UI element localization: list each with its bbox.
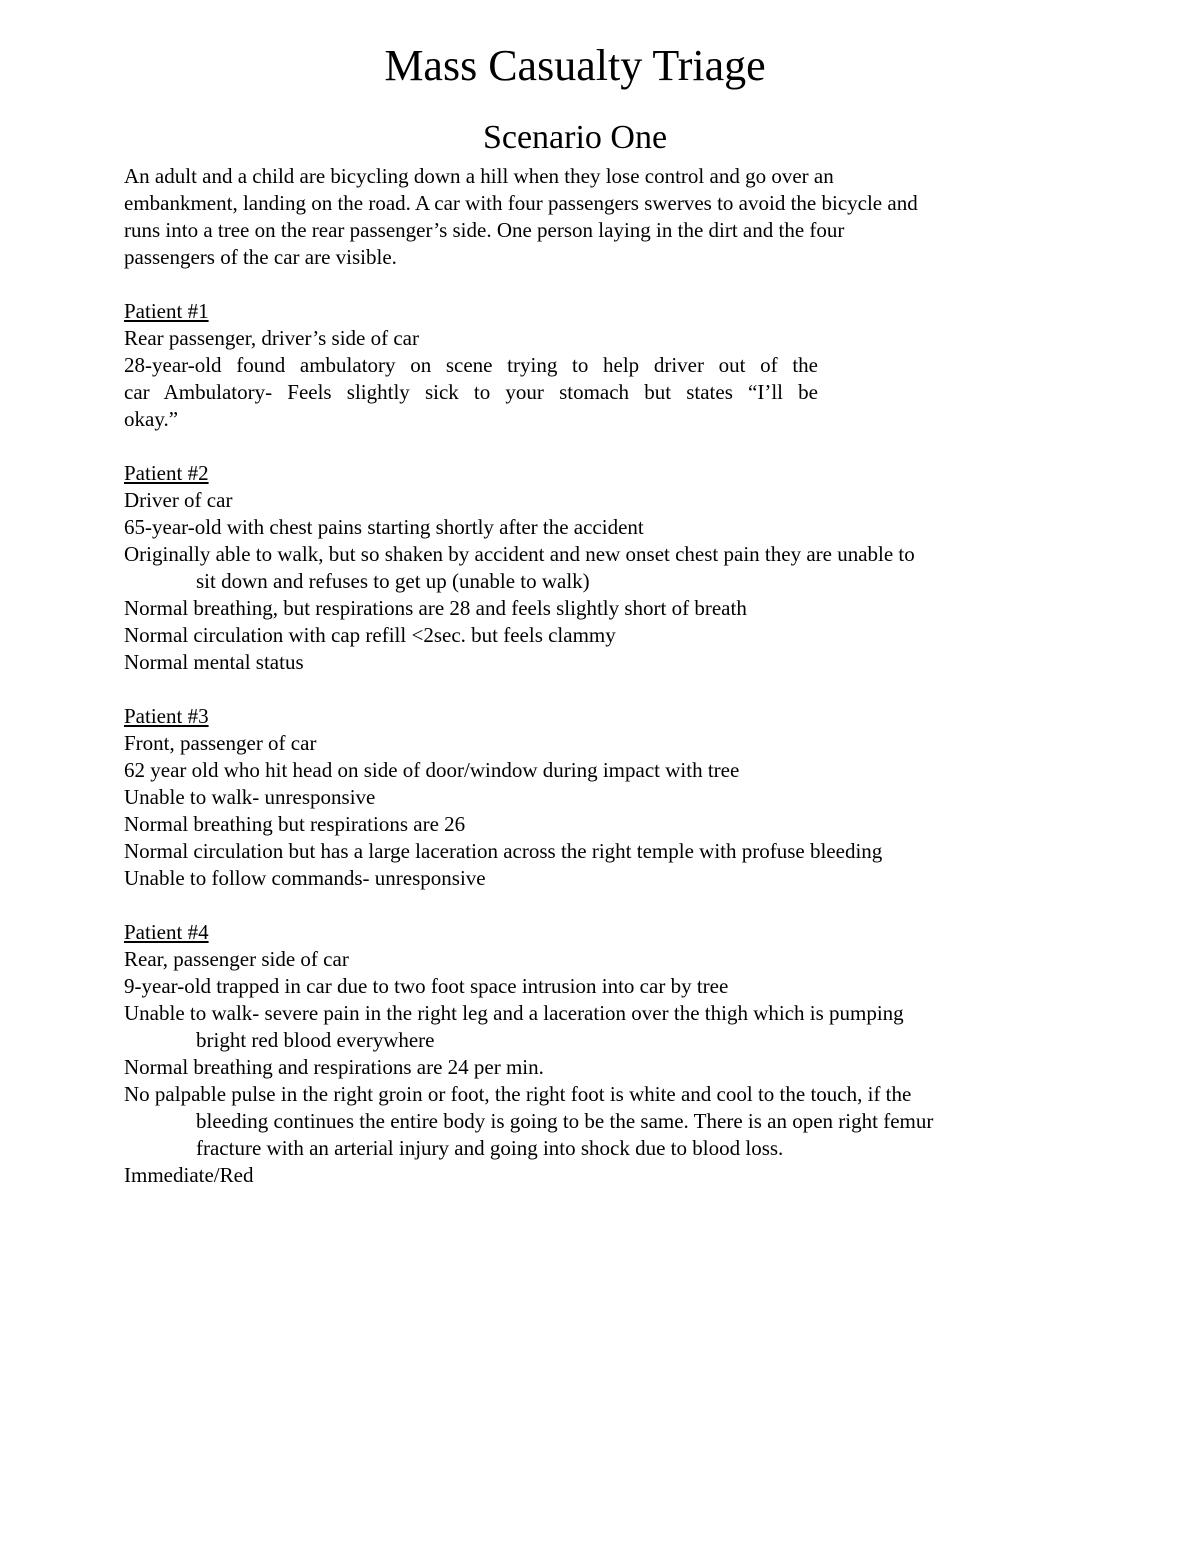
document-body [124,163,1044,1189]
scenario-line: passengers of the car are visible. [124,245,397,269]
patient-detail-line: Normal breathing and respirations are 24 per min. [124,1055,544,1079]
patient-detail-line: bright red blood everywhere [196,1028,435,1052]
scenario-line: runs into a tree on the rear passenger’s side. One person laying in the dirt and the four [124,218,845,242]
patient-detail-line: car Ambulatory- Feels slightly sick to your stomach but states “I’ll be [124,380,818,404]
patient-detail-line: Normal circulation with cap refill <2sec. but feels clammy [124,623,616,647]
scenario-line: embankment, landing on the road. A car with four passengers swerves to avoid the bicycle and [124,191,918,215]
patient-detail-line: Unable to walk- severe pain in the right leg and a laceration over the thigh which is pumping [124,1001,904,1025]
patient-2-heading: Patient #2 [124,461,209,485]
patient-detail-line: bleeding continues the entire body is going to be the same. There is an open right femur [196,1109,934,1133]
patient-detail-line: Originally able to walk, but so shaken by accident and new onset chest pain they are unable to [124,542,915,566]
patient-1-section [124,298,1044,433]
patient-4-heading: Patient #4 [124,920,209,944]
patient-detail-line: Rear, passenger side of car [124,947,349,971]
scenario-line: An adult and a child are bicycling down a hill when they lose control and go over an [124,164,834,188]
paragraph-gap [124,892,1044,919]
paragraph-gap [124,271,1044,298]
patient-detail-line: Normal breathing, but respirations are 28 and feels slightly short of breath [124,596,747,620]
patient-4-section [124,919,1044,1189]
patient-detail-line: 9-year-old trapped in car due to two foot space intrusion into car by tree [124,974,729,998]
scenario-description [124,163,1044,271]
patient-detail-line: okay.” [124,407,179,431]
paragraph-gap [124,433,1044,460]
patient-detail-line: sit down and refuses to get up (unable to walk) [196,569,590,593]
patient-detail-line: Rear passenger, driver’s side of car [124,326,419,350]
patient-detail-line: Front, passenger of car [124,731,317,755]
patient-3-section [124,703,1044,892]
patient-detail-line: Unable to follow commands- unresponsive [124,866,486,890]
patient-detail-line: 62 year old who hit head on side of door/window during impact with tree [124,758,740,782]
patient-detail-line: 28-year-old found ambulatory on scene trying to help driver out of the [124,353,818,377]
paragraph-gap [124,676,1044,703]
patient-1-heading: Patient #1 [124,299,209,323]
patient-detail-line: Normal mental status [124,650,304,674]
patient-detail-line: fracture with an arterial injury and going into shock due to blood loss. [196,1136,784,1160]
scenario-title: Scenario One [482,119,668,156]
patient-detail-line: Unable to walk- unresponsive [124,785,376,809]
patient-detail-line: Normal breathing but respirations are 26 [124,812,466,836]
patient-detail-line: No palpable pulse in the right groin or foot, the right foot is white and cool to the touch, if the [124,1082,912,1106]
patient-detail-line: 65-year-old with chest pains starting shortly after the accident [124,515,644,539]
patient-2-section [124,460,1044,676]
patient-detail-line: Normal circulation but has a large laceration across the right temple with profuse bleeding [124,839,883,863]
patient-detail-line: Driver of car [124,488,233,512]
triage-category: Immediate/Red [124,1163,254,1187]
patient-3-heading: Patient #3 [124,704,209,728]
document-title: Mass Casualty Triage [384,41,766,90]
